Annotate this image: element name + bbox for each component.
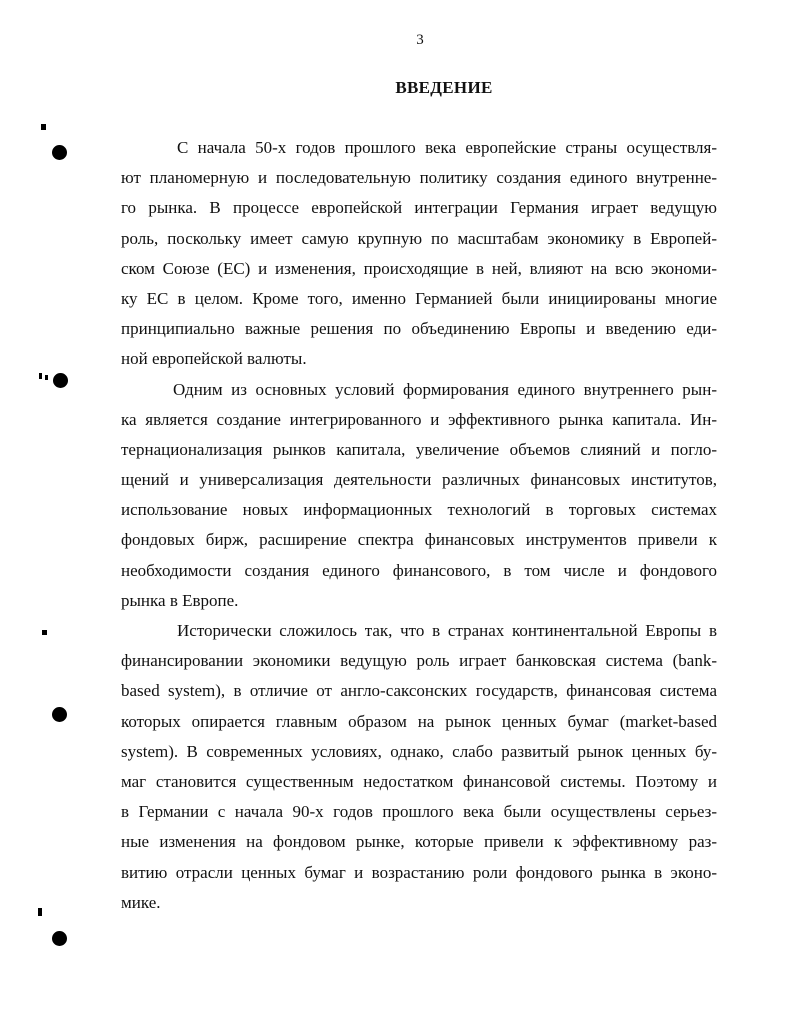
text-line: Одним из основных условий формирования единого внутреннего рын- [173, 379, 717, 399]
paragraph-2 [121, 375, 717, 617]
text-line: рынка в Европе. [121, 590, 239, 610]
text-line: ной европейской валюты. [121, 349, 307, 369]
text-line: которых опирается главным образом на рынок ценных бумаг (market-based [121, 711, 717, 731]
text-line: based system), в отличие от англо-саксонских государств, финансовая система [121, 681, 717, 701]
text-line: финансировании экономики ведущую роль играет банковская система (bank- [121, 651, 717, 671]
scan-speck [45, 375, 48, 380]
text-line: ные изменения на фондовом рынке, которые привели к эффективному раз- [121, 832, 717, 852]
text-line: Исторически сложилось так, что в странах континентальной Европы в [177, 621, 717, 640]
text-line: фондовых бирж, расширение спектра финансовых инструментов привели к [121, 530, 717, 550]
binder-hole-mark [52, 707, 67, 722]
text-line: ском Союзе (ЕС) и изменения, происходящие в ней, влияют на всю экономи- [121, 258, 717, 278]
text-line: необходимости создания единого финансового, в том числе и фондового [121, 560, 717, 580]
text-line: принципиально важные решения по объединению Европы и введению еди- [121, 319, 717, 339]
text-line: го рынка. В процессе европейской интеграции Германия играет ведущую [121, 198, 717, 218]
text-line: system). В современных условиях, однако, слабо развитый рынок ценных бу- [121, 741, 717, 761]
text-line: маг становится существенным недостатком финансовой системы. Поэтому и [121, 771, 717, 791]
document-body [121, 133, 717, 918]
page-number: 3 [416, 32, 424, 48]
page-title: ВВЕДЕНИЕ [395, 78, 493, 97]
text-line: ку ЕС в целом. Кроме того, именно Германией были инициированы многие [121, 288, 717, 308]
paragraph-1 [121, 133, 717, 375]
paragraph-3 [121, 616, 717, 918]
scan-speck [39, 373, 42, 379]
binder-hole-mark [52, 145, 67, 160]
scan-speck [42, 630, 47, 635]
text-line: ка является создание интегрированного и эффективного рынка капитала. Ин- [121, 409, 717, 429]
text-line: витию отрасли ценных бумаг и возрастанию роли фондового рынка в эконо- [121, 862, 717, 882]
scan-speck [41, 124, 46, 130]
text-line: мике. [121, 892, 161, 912]
text-line: в Германии с начала 90-х годов прошлого века были осуществлены серьез- [121, 802, 717, 822]
binder-hole-mark [52, 931, 67, 946]
binder-hole-mark [53, 373, 68, 388]
text-line: роль, поскольку имеет самую крупную по масштабам экономику в Европей- [121, 228, 717, 248]
text-line: щений и универсализация деятельности различных финансовых институтов, [121, 470, 717, 490]
scan-speck [38, 908, 42, 916]
text-line: С начала 50-х годов прошлого века европейские страны осуществля- [177, 138, 717, 157]
text-line: ют планомерную и последовательную политику создания единого внутренне- [121, 168, 717, 188]
text-line: использование новых информационных технологий в торговых системах [121, 500, 717, 520]
text-line: тернационализация рынков капитала, увеличение объемов слияний и погло- [121, 439, 717, 459]
